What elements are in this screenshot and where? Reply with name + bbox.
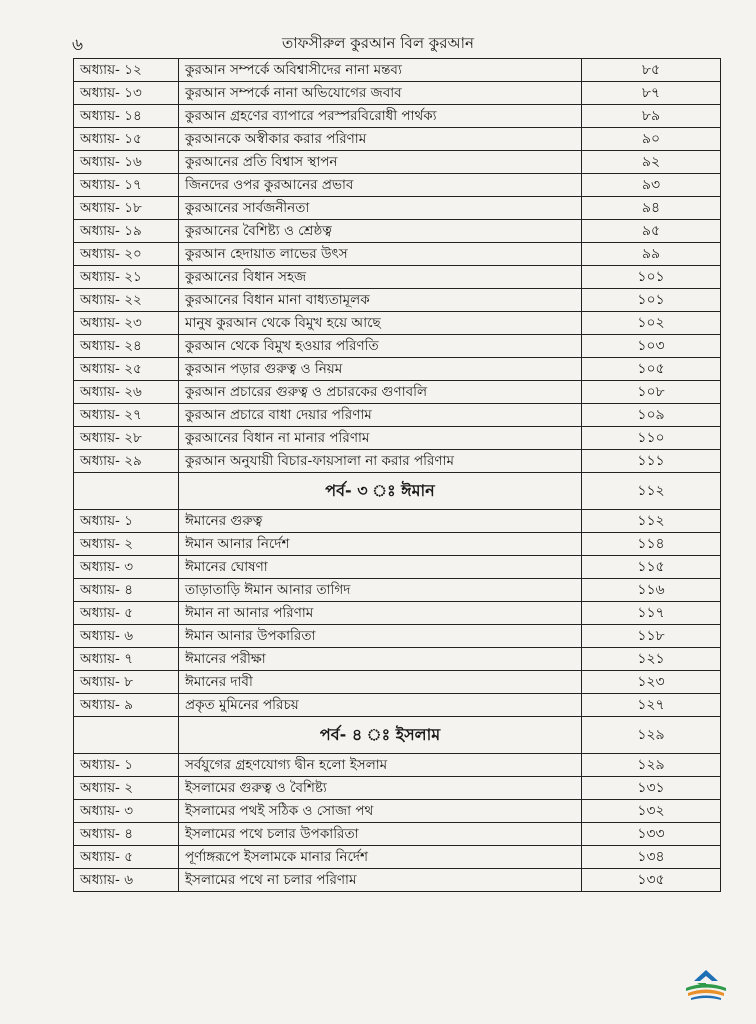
toc-chapter-number: অধ্যায়- ১৩ — [74, 82, 179, 105]
toc-chapter-number: অধ্যায়- ৬ — [74, 625, 179, 648]
toc-row — [74, 800, 721, 823]
toc-chapter-number: অধ্যায়- ২৫ — [74, 358, 179, 381]
toc-chapter-title: ইসলামের পথই সঠিক ও সোজা পথ — [179, 800, 582, 823]
toc-row — [74, 869, 721, 892]
toc-row — [74, 648, 721, 671]
toc-chapter-number: অধ্যায়- ২ — [74, 777, 179, 800]
toc-chapter-number: অধ্যায়- ৩ — [74, 800, 179, 823]
toc-chapter-title: ইসলামের পথে চলার উপকারিতা — [179, 823, 582, 846]
toc-chapter-title: কুরআনের বিধান না মানার পরিণাম — [179, 427, 582, 450]
toc-chapter-title: কুরআনের বিধান মানা বাধ্যতামূলক — [179, 289, 582, 312]
toc-chapter-title: তাড়াতাড়ি ঈমান আনার তাগিদ — [179, 579, 582, 602]
toc-chapter-title: কুরআনের সার্বজনীনতা — [179, 197, 582, 220]
toc-row — [74, 82, 721, 105]
toc-page-number: ৯২ — [582, 151, 721, 174]
toc-chapter-number: অধ্যায়- ১ — [74, 754, 179, 777]
toc-chapter-number: অধ্যায়- ১২ — [74, 59, 179, 82]
toc-page-number: ১১৫ — [582, 556, 721, 579]
toc-section-title: পর্ব- ৩ ঃ ঈমান — [179, 473, 582, 510]
toc-chapter-number: অধ্যায়- ৬ — [74, 869, 179, 892]
toc-page-number: ৮৫ — [582, 59, 721, 82]
toc-row — [74, 266, 721, 289]
toc-page-number: ১০৮ — [582, 381, 721, 404]
toc-chapter-number: অধ্যায়- ৩ — [74, 556, 179, 579]
toc-page-number: ১১৬ — [582, 579, 721, 602]
toc-row — [74, 289, 721, 312]
toc-row — [74, 754, 721, 777]
toc-row — [74, 335, 721, 358]
toc-chapter-number: অধ্যায়- ২৬ — [74, 381, 179, 404]
toc-page-number: ১২৯ — [582, 717, 721, 754]
toc-page-number: ১০৩ — [582, 335, 721, 358]
toc-page-number: ১২৯ — [582, 754, 721, 777]
toc-row — [74, 579, 721, 602]
toc-chapter-title: কুরআন হেদায়াত লাভের উৎস — [179, 243, 582, 266]
toc-chapter-title: প্রকৃত মুমিনের পরিচয় — [179, 694, 582, 717]
toc-row — [74, 671, 721, 694]
toc-row — [74, 823, 721, 846]
toc-page-number: ১১৭ — [582, 602, 721, 625]
toc-row — [74, 625, 721, 648]
running-title: তাফসীরুল কুরআন বিল কুরআন — [282, 34, 474, 52]
toc-chapter-number: অধ্যায়- ৯ — [74, 694, 179, 717]
toc-page-number: ৯৯ — [582, 243, 721, 266]
toc-page-number: ১১১ — [582, 450, 721, 473]
toc-chapter-title: ঈমানের ঘোষণা — [179, 556, 582, 579]
toc-chapter-title: ঈমানের পরীক্ষা — [179, 648, 582, 671]
toc-chapter-number: অধ্যায়- ৫ — [74, 846, 179, 869]
toc-row — [74, 556, 721, 579]
toc-chapter-number: অধ্যায়- ১৪ — [74, 105, 179, 128]
toc-page-number: ১০২ — [582, 312, 721, 335]
toc-chapter-title: ইসলামের গুরুত্ব ও বৈশিষ্ট্য — [179, 777, 582, 800]
toc-chapter-title: ঈমান আনার নির্দেশ — [179, 533, 582, 556]
toc-page-number: ১১৮ — [582, 625, 721, 648]
toc-chapter-title: মানুষ কুরআন থেকে বিমুখ হয়ে আছে — [179, 312, 582, 335]
toc-chapter-number: অধ্যায়- ৪ — [74, 823, 179, 846]
toc-page-number: ৯৩ — [582, 174, 721, 197]
toc-row — [74, 312, 721, 335]
toc-page-number: ১০৫ — [582, 358, 721, 381]
toc-chapter-title: ইসলামের পথে না চলার পরিণাম — [179, 869, 582, 892]
toc-page-number: ১১৪ — [582, 533, 721, 556]
toc-page-number: ১১০ — [582, 427, 721, 450]
toc-chapter-title: কুরআন প্রচারে বাধা দেয়ার পরিণাম — [179, 404, 582, 427]
toc-section-row — [74, 717, 721, 754]
toc-page-number: ৯০ — [582, 128, 721, 151]
toc-row — [74, 404, 721, 427]
toc-page-number: ১০১ — [582, 289, 721, 312]
toc-section-row — [74, 473, 721, 510]
toc-row — [74, 197, 721, 220]
toc-chapter-number: অধ্যায়- ১৫ — [74, 128, 179, 151]
toc-chapter-number: অধ্যায়- ১৭ — [74, 174, 179, 197]
toc-page-number: ১৩৩ — [582, 823, 721, 846]
toc-chapter-title: কুরআনের বিধান সহজ — [179, 266, 582, 289]
toc-chapter-number: অধ্যায়- ২৯ — [74, 450, 179, 473]
toc-page-number: ৯৫ — [582, 220, 721, 243]
toc-row — [74, 243, 721, 266]
toc-row — [74, 602, 721, 625]
toc-chapter-title: কুরআনের বৈশিষ্ট্য ও শ্রেষ্ঠত্ব — [179, 220, 582, 243]
toc-chapter-number: অধ্যায়- ৪ — [74, 579, 179, 602]
toc-chapter-number: অধ্যায়- ৭ — [74, 648, 179, 671]
toc-chapter-title: কুরআন সম্পর্কে নানা অভিযোগের জবাব — [179, 82, 582, 105]
toc-page-number: ১৩৪ — [582, 846, 721, 869]
toc-chapter-number: অধ্যায়- ২৪ — [74, 335, 179, 358]
publisher-logo-icon — [683, 966, 729, 1006]
toc-chapter-title: ঈমানের দাবী — [179, 671, 582, 694]
toc-row — [74, 128, 721, 151]
toc-row — [74, 358, 721, 381]
toc-page-number: ১২৭ — [582, 694, 721, 717]
table-of-contents — [73, 58, 721, 892]
page-header — [0, 32, 756, 56]
toc-row — [74, 427, 721, 450]
toc-chapter-number: অধ্যায়- ১ — [74, 510, 179, 533]
toc-page-number: ১৩২ — [582, 800, 721, 823]
toc-chapter-title: কুরআনের প্রতি বিশ্বাস স্থাপন — [179, 151, 582, 174]
toc-chapter-title: সর্বযুগের গ্রহণযোগ্য দ্বীন হলো ইসলাম — [179, 754, 582, 777]
toc-chapter-title: কুরআন প্রচারের গুরুত্ব ও প্রচারকের গুণাবলি — [179, 381, 582, 404]
toc-page-number: ১৩৫ — [582, 869, 721, 892]
toc-chapter-number: অধ্যায়- ৮ — [74, 671, 179, 694]
toc-chapter-number: অধ্যায়- ২৭ — [74, 404, 179, 427]
toc-page-number: ১২১ — [582, 648, 721, 671]
toc-chapter-number — [74, 473, 179, 510]
toc-chapter-title: কুরআন সম্পর্কে অবিশ্বাসীদের নানা মন্তব্য — [179, 59, 582, 82]
toc-body — [74, 59, 721, 892]
toc-chapter-title: ঈমানের গুরুত্ব — [179, 510, 582, 533]
toc-row — [74, 777, 721, 800]
toc-section-title: পর্ব- ৪ ঃ ইসলাম — [179, 717, 582, 754]
toc-chapter-number — [74, 717, 179, 754]
toc-chapter-number: অধ্যায়- ২১ — [74, 266, 179, 289]
toc-chapter-number: অধ্যায়- ১৬ — [74, 151, 179, 174]
toc-chapter-number: অধ্যায়- ১৯ — [74, 220, 179, 243]
toc-page-number: ৮৯ — [582, 105, 721, 128]
toc-row — [74, 450, 721, 473]
toc-chapter-title: কুরআন পড়ার গুরুত্ব ও নিয়ম — [179, 358, 582, 381]
toc-chapter-title: কুরআনকে অস্বীকার করার পরিণাম — [179, 128, 582, 151]
toc-page-number: ১২৩ — [582, 671, 721, 694]
toc-chapter-title: কুরআন গ্রহণের ব্যাপারে পরস্পরবিরোধী পার্থক্য — [179, 105, 582, 128]
toc-page-number: ৯৪ — [582, 197, 721, 220]
toc-page-number: ৮৭ — [582, 82, 721, 105]
toc-page-number: ১৩১ — [582, 777, 721, 800]
toc-page-number: ১১২ — [582, 510, 721, 533]
toc-row — [74, 59, 721, 82]
toc-page-number: ১০৯ — [582, 404, 721, 427]
toc-row — [74, 151, 721, 174]
toc-chapter-title: কুরআন অনুযায়ী বিচার-ফায়সালা না করার পরিণাম — [179, 450, 582, 473]
toc-row — [74, 381, 721, 404]
toc-chapter-number: অধ্যায়- ১৮ — [74, 197, 179, 220]
toc-chapter-number: অধ্যায়- ২২ — [74, 289, 179, 312]
toc-row — [74, 220, 721, 243]
toc-chapter-number: অধ্যায়- ৫ — [74, 602, 179, 625]
toc-row — [74, 846, 721, 869]
toc-chapter-title: পূর্ণাঙ্গরূপে ইসলামকে মানার নির্দেশ — [179, 846, 582, 869]
toc-chapter-number: অধ্যায়- ২ — [74, 533, 179, 556]
toc-row — [74, 105, 721, 128]
toc-chapter-title: কুরআন থেকে বিমুখ হওয়ার পরিণতি — [179, 335, 582, 358]
toc-chapter-number: অধ্যায়- ২৩ — [74, 312, 179, 335]
toc-chapter-title: ঈমান না আনার পরিণাম — [179, 602, 582, 625]
toc-chapter-title: ঈমান আনার উপকারিতা — [179, 625, 582, 648]
toc-page-number: ১০১ — [582, 266, 721, 289]
toc-chapter-number: অধ্যায়- ২০ — [74, 243, 179, 266]
toc-row — [74, 510, 721, 533]
toc-chapter-title: জিনদের ওপর কুরআনের প্রভাব — [179, 174, 582, 197]
toc-row — [74, 174, 721, 197]
toc-row — [74, 694, 721, 717]
toc-row — [74, 533, 721, 556]
page-number: ৬ — [72, 35, 84, 55]
toc-page-number: ১১২ — [582, 473, 721, 510]
toc-chapter-number: অধ্যায়- ২৮ — [74, 427, 179, 450]
